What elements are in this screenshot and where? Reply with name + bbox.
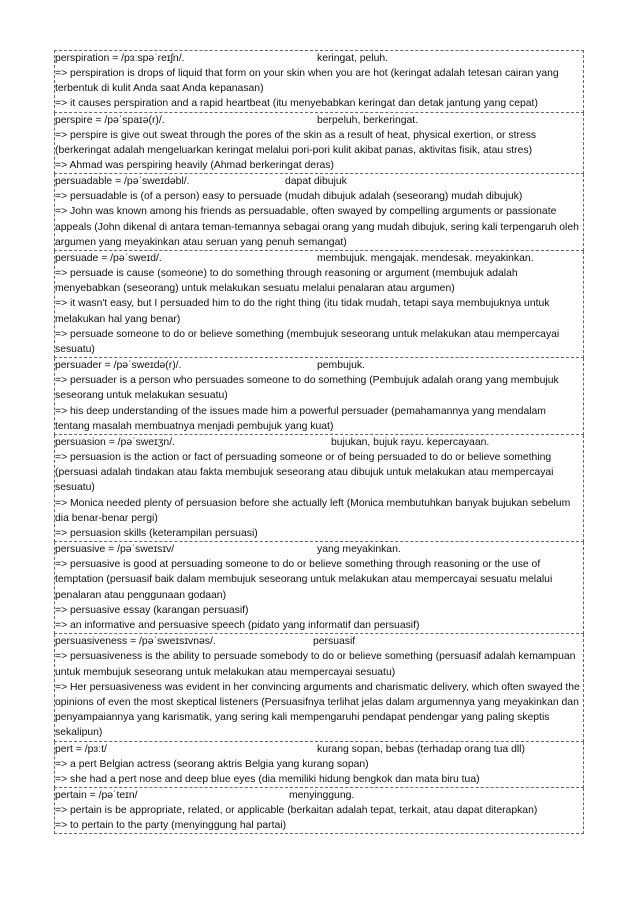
dictionary-document: [54, 50, 584, 834]
entry-persuadable: [54, 174, 584, 251]
entry-persuasive: [54, 542, 584, 634]
entry-heading: [55, 634, 583, 649]
definition-line: => persuade is cause (someone) to do something through reasoning or argument (membujuk adalah menyebabkan (seseorang) untuk melakukan sesuatu melalui penalaran atau argumen): [55, 268, 518, 295]
definition-line: => perspire is give out sweat through the pores of the skin as a result of heat, physical exertion, or stress (berkeringat adalah mengeluarkan keringat melalui pori-pori kulit akibat panas, aktivitas fisik, atau stres): [55, 129, 537, 156]
headword-pronunciation: persuasiveness = /pəˈsweɪsɪvnəs/.: [55, 636, 216, 648]
example-line: => an informative and persuasive speech (pidato yang informatif dan persuasif): [55, 620, 420, 632]
definition-line: => persuadable is (of a person) easy to persuade (mudah dibujuk adalah (seseorang) mudah dibujuk): [55, 191, 523, 203]
example-line: => a pert Belgian actress (seorang aktris Belgia yang kurang sopan): [55, 758, 369, 770]
entry-heading: [55, 742, 583, 757]
entry-persuasiveness: [54, 634, 584, 741]
headword-translation: membujuk. mengajak. mendesak. meyakinkan.: [317, 253, 534, 265]
example-line: => his deep understanding of the issues made him a powerful persuader (pemahamannya yang mendalam tentang masalah membuatnya menjadi pembujuk yang kuat): [55, 405, 546, 432]
example-line: => John was known among his friends as persuadable, often swayed by compelling arguments or passionate appeals (John dikenal di antara teman-temannya sebagai orang yang mudah dibujuk, sering kali terpengaruh oleh argumen yang meyakinkan atau seruan yang penuh semangat): [55, 206, 579, 248]
headword-translation: bujukan, bujuk rayu. kepercayaan.: [331, 437, 490, 449]
headword-pronunciation: pert = /pɜːt/: [55, 743, 107, 755]
definition-line: => pertain is be appropriate, related, or applicable (berkaitan adalah tepat, terkait, atau dapat diterapkan): [55, 804, 538, 816]
example-line: => it causes perspiration and a rapid heartbeat (itu menyebabkan keringat dan detak jantung yang cepat): [55, 98, 538, 110]
entry-perspiration: [54, 50, 584, 113]
entry-heading: [55, 788, 583, 803]
headword-pronunciation: perspire = /pəˈspaɪə(r)/.: [55, 114, 165, 126]
entry-heading: [55, 113, 583, 128]
entry-persuade: [54, 251, 584, 358]
example-line: => Ahmad was perspiring heavily (Ahmad berkeringat deras): [55, 160, 334, 172]
example-line: => persuade someone to do or believe something (membujuk seseorang untuk melakukan atau mempercayai sesuatu): [55, 328, 560, 356]
entry-heading: [55, 542, 583, 557]
example-line: => persuasion skills (keterampilan persuasi): [55, 528, 258, 540]
entry-persuasion: [54, 435, 584, 542]
entry-persuader: [54, 358, 584, 435]
example-line: => to pertain to the party (menyinggung hal partai): [55, 820, 287, 832]
headword-pronunciation: perspiration = /pɜːspəˈreɪʃn/.: [55, 53, 185, 64]
headword-pronunciation: pertain = /pəˈteɪn/: [55, 789, 138, 801]
entry-heading: [55, 358, 583, 373]
entry-heading: [55, 51, 583, 66]
entry-perspire: [54, 113, 584, 175]
entry-heading: [55, 174, 583, 189]
headword-translation: keringat, peluh.: [317, 53, 389, 64]
headword-translation: menyinggung.: [289, 789, 355, 801]
example-line: => persuasive essay (karangan persuasif): [55, 604, 249, 616]
entry-heading: [55, 435, 583, 450]
definition-line: => persuasion is the action or fact of persuading someone or of being persuaded to do or believe something (persuasi adalah tindakan atau fakta membujuk seseorang atau dibujuk untuk melakukan atau mempercayai sesuatu): [55, 452, 554, 494]
headword-translation: persuasif: [313, 636, 356, 648]
headword-translation: pembujuk.: [317, 360, 365, 372]
example-line: => it wasn't easy, but I persuaded him to do the right thing (itu tidak mudah, tetapi saya membujuknya untuk melakukan hal yang benar): [55, 298, 550, 325]
headword-translation: dapat dibujuk: [285, 176, 347, 188]
headword-pronunciation: persuadable = /pəˈsweɪdəbl/.: [55, 176, 190, 188]
headword-pronunciation: persuasive = /pəˈsweɪsɪv/: [55, 544, 175, 556]
headword-translation: kurang sopan, bebas (terhadap orang tua dll): [317, 743, 525, 755]
example-line: => Monica needed plenty of persuasion before she actually left (Monica membutuhkan banyak bujukan sebelum dia benar-benar pergi): [55, 497, 571, 524]
definition-line: => persuader is a person who persuades someone to do something (Pembujuk adalah orang yang membujuk seseorang untuk melakukan sesuatu): [55, 375, 559, 402]
headword-translation: berpeluh, berkeringat.: [317, 114, 419, 126]
definition-line: => perspiration is drops of liquid that form on your skin when you are hot (keringat adalah tetesan cairan yang terbentuk di kulit Anda saat Anda kepanasan): [55, 68, 559, 95]
entry-pertain: [54, 788, 584, 834]
example-line: => she had a pert nose and deep blue eyes (dia memiliki hidung bengkok dan mata biru tua): [55, 773, 480, 785]
definition-line: => persuasive is good at persuading someone to do or believe something through reasoning or the use of temptation (persuasif baik dalam membujuk seseorang untuk melakukan atau mempercayai sesuatu melalui penalaran atau penggunaan godaan): [55, 559, 553, 601]
headword-translation: yang meyakinkan.: [317, 544, 401, 556]
entry-pert: [54, 742, 584, 788]
example-line: => Her persuasiveness was evident in her convincing arguments and charismatic delivery, which often swayed the opinions of even the most skeptical listeners (Persuasifnya terlihat jelas dalam argumennya yang meyakinkan dan penyampaiannya yang karismatik, yang sering kali mempengaruhi pendapat pendengar yang paling skeptis sekalipun): [55, 681, 580, 739]
definition-line: => persuasiveness is the ability to persuade somebody to do or believe something (persuasif adalah kemampuan untuk membujuk seseorang untuk melakukan atau mempercayai sesuatu): [55, 651, 576, 678]
headword-pronunciation: persuade = /pəˈsweɪd/.: [55, 253, 162, 265]
headword-pronunciation: persuader = /pəˈsweɪdə(r)/.: [55, 360, 182, 372]
entry-heading: [55, 251, 583, 266]
headword-pronunciation: persuasion = /pəˈsweɪʒn/.: [55, 437, 175, 449]
